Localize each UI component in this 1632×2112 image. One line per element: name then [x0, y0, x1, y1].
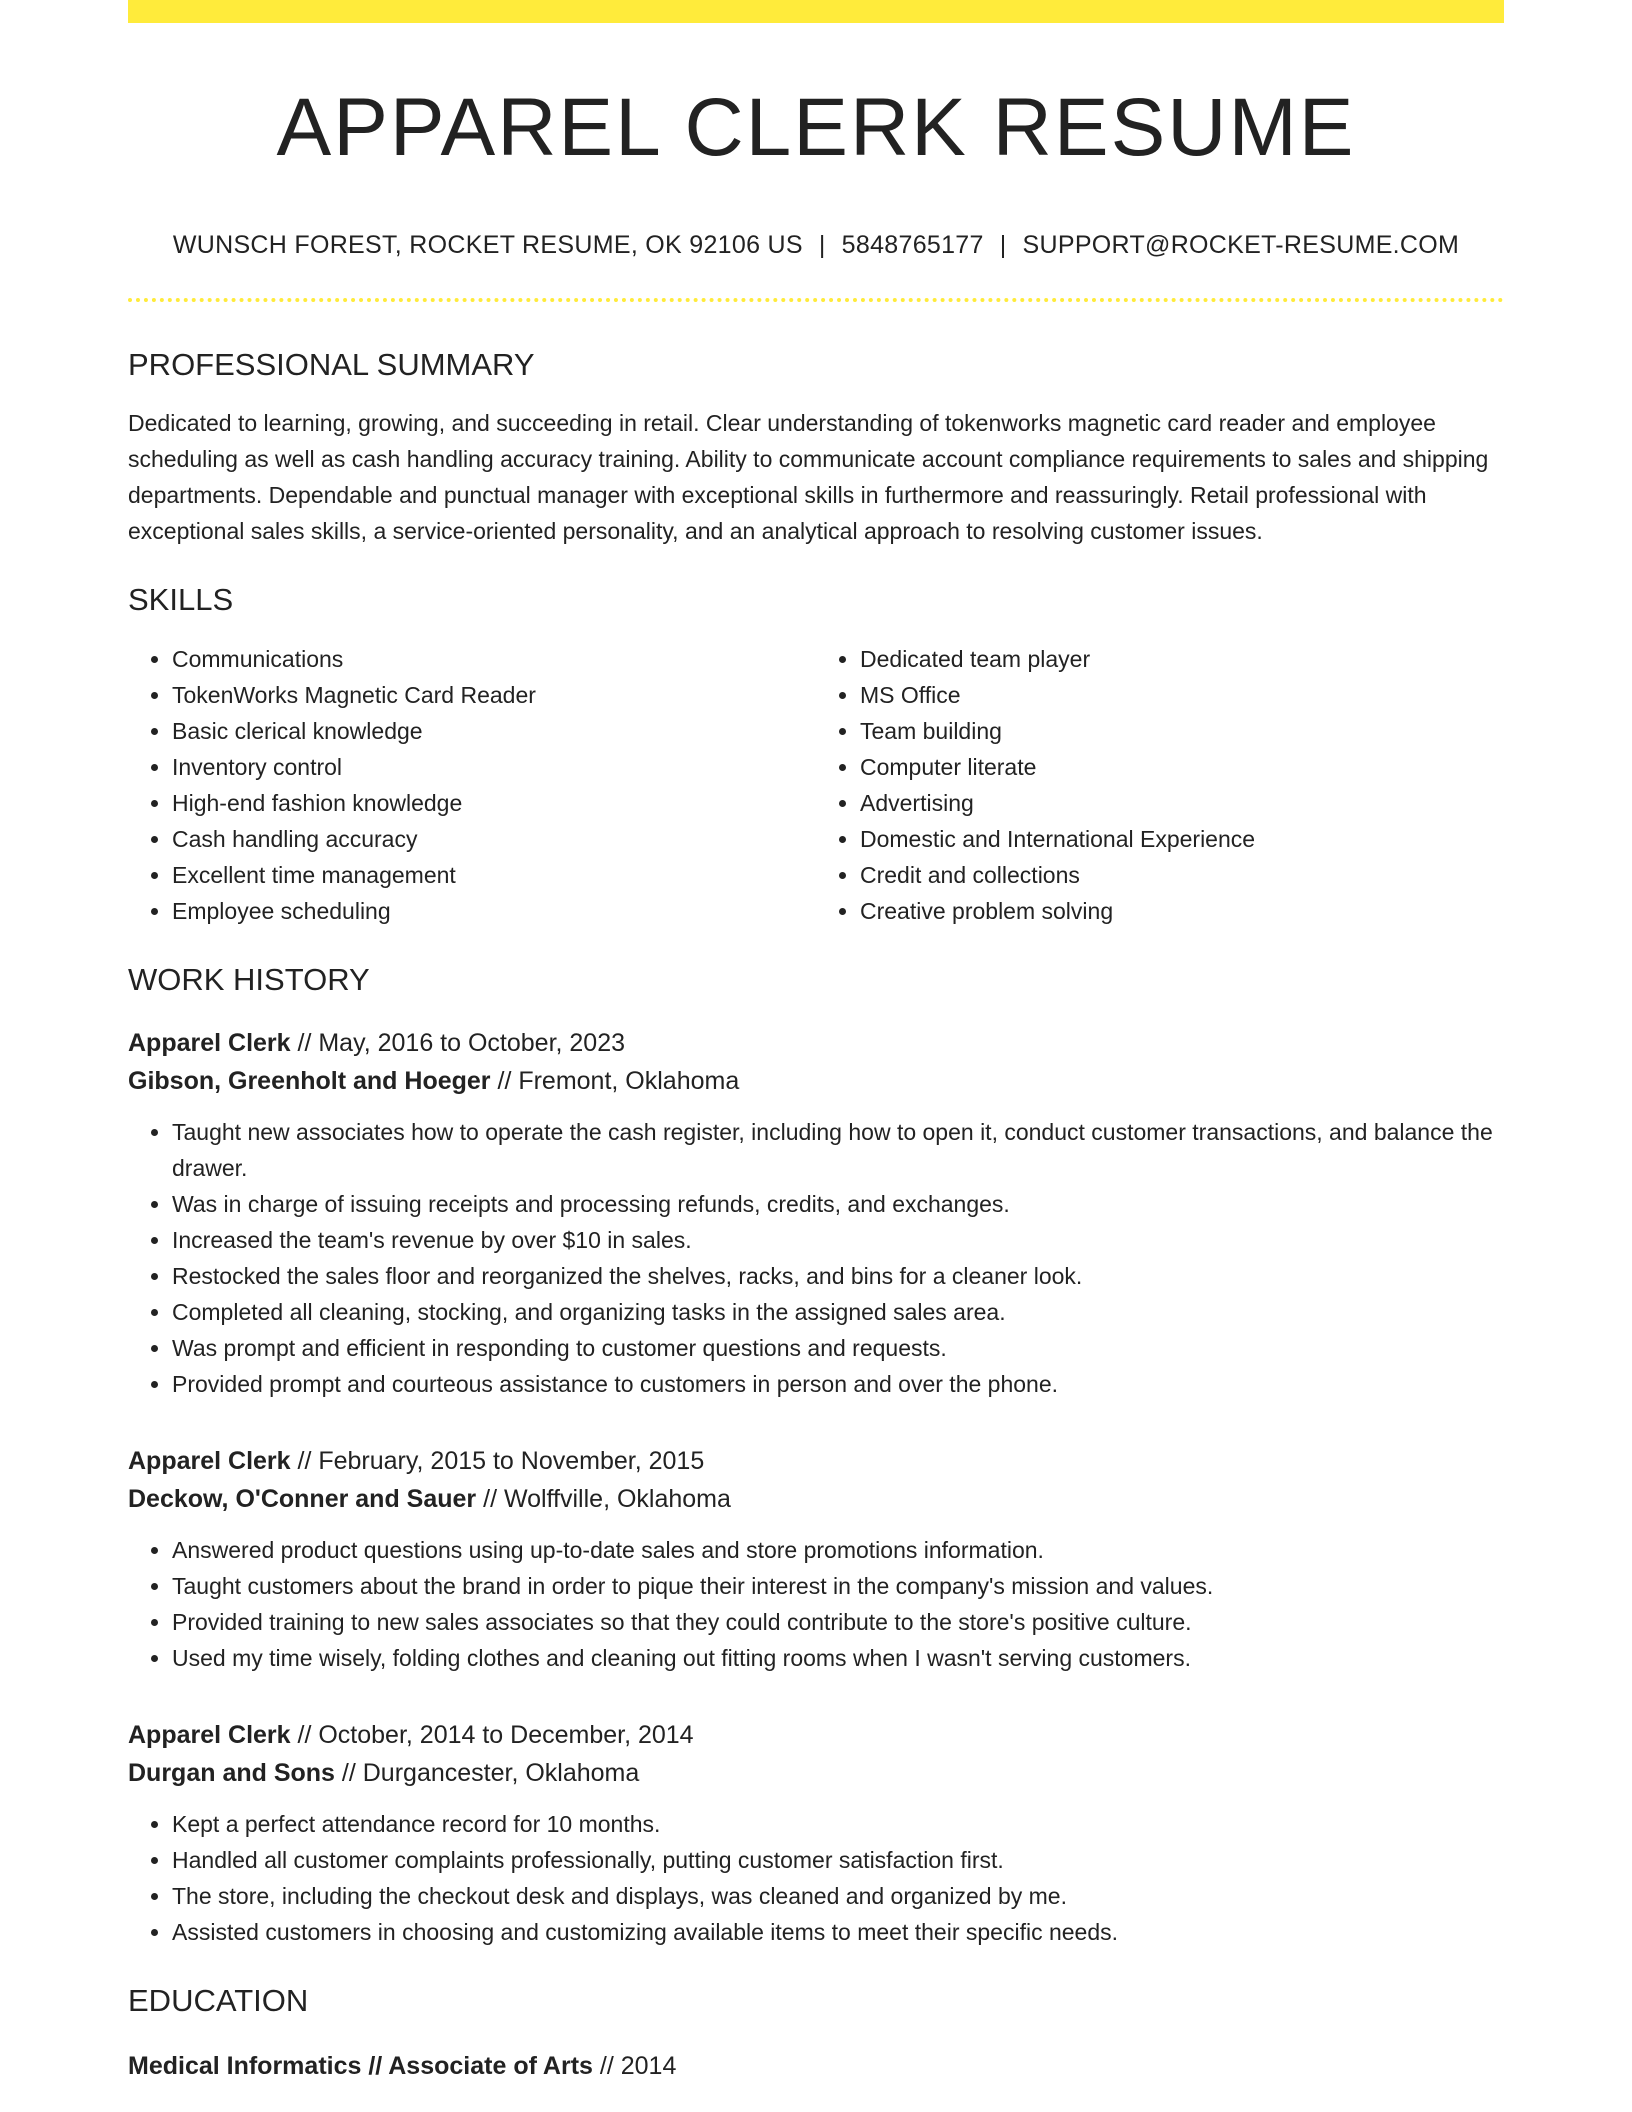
- education-entry: [128, 2047, 1504, 2085]
- education-section: [128, 1982, 1504, 2085]
- job-location: // Durgancester, Oklahoma: [334, 1758, 640, 1787]
- contact-phone: 5848765177: [841, 231, 984, 260]
- summary-heading: PROFESSIONAL SUMMARY: [128, 347, 535, 383]
- job-bullet: • Was prompt and efficient in responding to customer questions and requests.: [172, 1330, 1504, 1366]
- job-title-line: [128, 1024, 1504, 1062]
- skill-item: • Credit and collections: [860, 857, 1504, 893]
- job-dates: // May, 2016 to October, 2023: [290, 1028, 626, 1057]
- resume-title: APPAREL CLERK RESUME: [276, 82, 1356, 173]
- job-entry: [128, 1024, 1504, 1402]
- job-bullet: • Taught customers about the brand in order to pique their interest in the company's mission and values.: [172, 1568, 1504, 1604]
- job-location: // Wolffville, Oklahoma: [476, 1484, 731, 1513]
- job-company: Durgan and Sons: [128, 1758, 335, 1787]
- skill-item: • MS Office: [860, 677, 1504, 713]
- dotted-divider: [128, 298, 1504, 302]
- job-bullet: • Kept a perfect attendance record for 10 months.: [172, 1806, 1504, 1842]
- skill-item: • TokenWorks Magnetic Card Reader: [172, 677, 816, 713]
- job-company-line: [128, 1480, 1504, 1518]
- job-bullet: • Handled all customer complaints professionally, putting customer satisfaction first.: [172, 1842, 1504, 1878]
- job-dates: // February, 2015 to November, 2015: [290, 1446, 705, 1475]
- skill-item: • Computer literate: [860, 749, 1504, 785]
- education-heading: EDUCATION: [128, 1982, 309, 2018]
- job-company: Deckow, O'Conner and Sauer: [128, 1484, 477, 1513]
- skill-item: • Basic clerical knowledge: [172, 713, 816, 749]
- work-history-section: [128, 961, 1504, 1950]
- skills-section: [128, 581, 1504, 928]
- job-bullet: • Increased the team's revenue by over $10 in sales.: [172, 1222, 1504, 1258]
- skills-list-left: [128, 641, 816, 929]
- job-location: // Fremont, Oklahoma: [490, 1066, 740, 1095]
- job-bullet: • Was in charge of issuing receipts and processing refunds, credits, and exchanges.: [172, 1186, 1504, 1222]
- job-bullet: • Provided training to new sales associates so that they could contribute to the store's positive culture.: [172, 1604, 1504, 1640]
- skill-item: • Dedicated team player: [860, 641, 1504, 677]
- contact-separator: |: [818, 231, 826, 260]
- job-company: Gibson, Greenholt and Hoeger: [128, 1066, 491, 1095]
- education-year: // 2014: [592, 2051, 677, 2080]
- job-bullets: [128, 1114, 1504, 1402]
- summary-text: Dedicated to learning, growing, and succeeding in retail. Clear understanding of tokenworks magnetic card reader and employee scheduling as well as cash handling accuracy training. Ability to communicate account compliance requirements to sales and shipping departments. Dependable and punctual manager with exceptional skills in furthermore and reassuringly. Retail professional with exceptional sales skills, a service-oriented personality, and an analytical approach to resolving customer issues.: [128, 410, 1489, 545]
- accent-bar: [128, 0, 1504, 23]
- skill-item: • Domestic and International Experience: [860, 821, 1504, 857]
- summary-section: [128, 346, 1504, 549]
- job-bullet: • Taught new associates how to operate the cash register, including how to open it, conduct customer transactions, and balance the drawer.: [172, 1114, 1504, 1186]
- job-bullet: • Completed all cleaning, stocking, and organizing tasks in the assigned sales area.: [172, 1294, 1504, 1330]
- skill-item: • Advertising: [860, 785, 1504, 821]
- job-bullet: • Answered product questions using up-to-date sales and store promotions information.: [172, 1532, 1504, 1568]
- job-bullet: • Assisted customers in choosing and customizing available items to meet their specific needs.: [172, 1914, 1504, 1950]
- job-bullet: • Restocked the sales floor and reorganized the shelves, racks, and bins for a cleaner look.: [172, 1258, 1504, 1294]
- job-entry: [128, 1716, 1504, 1950]
- skills-list-right: [816, 641, 1504, 929]
- skills-grid: [128, 641, 1504, 929]
- skill-item: • Team building: [860, 713, 1504, 749]
- job-title-line: [128, 1442, 1504, 1480]
- job-title: Apparel Clerk: [128, 1446, 291, 1475]
- contact-separator: |: [999, 231, 1007, 260]
- contact-email: SUPPORT@ROCKET-RESUME.COM: [1022, 231, 1460, 260]
- job-bullet: • The store, including the checkout desk and displays, was cleaned and organized by me.: [172, 1878, 1504, 1914]
- job-title: Apparel Clerk: [128, 1720, 291, 1749]
- job-bullet: • Provided prompt and courteous assistance to customers in person and over the phone.: [172, 1366, 1504, 1402]
- job-bullets: [128, 1532, 1504, 1676]
- skill-item: • Inventory control: [172, 749, 816, 785]
- skills-heading: SKILLS: [128, 582, 234, 618]
- contact-line: [128, 231, 1504, 260]
- education-degree: Medical Informatics // Associate of Arts: [128, 2051, 593, 2080]
- job-bullet: • Used my time wisely, folding clothes and cleaning out fitting rooms when I wasn't serving customers.: [172, 1640, 1504, 1676]
- job-dates: // October, 2014 to December, 2014: [290, 1720, 694, 1749]
- skill-item: • High-end fashion knowledge: [172, 785, 816, 821]
- skill-item: • Employee scheduling: [172, 893, 816, 929]
- job-company-line: [128, 1754, 1504, 1792]
- job-title-line: [128, 1716, 1504, 1754]
- skill-item: • Creative problem solving: [860, 893, 1504, 929]
- resume-content: [128, 23, 1504, 2085]
- skill-item: • Communications: [172, 641, 816, 677]
- job-entry: [128, 1442, 1504, 1676]
- job-title: Apparel Clerk: [128, 1028, 291, 1057]
- job-company-line: [128, 1062, 1504, 1100]
- skill-item: • Cash handling accuracy: [172, 821, 816, 857]
- contact-address: WUNSCH FOREST, ROCKET RESUME, OK 92106 US: [172, 231, 803, 260]
- work-history-heading: WORK HISTORY: [128, 961, 370, 997]
- job-bullets: [128, 1806, 1504, 1950]
- skill-item: • Excellent time management: [172, 857, 816, 893]
